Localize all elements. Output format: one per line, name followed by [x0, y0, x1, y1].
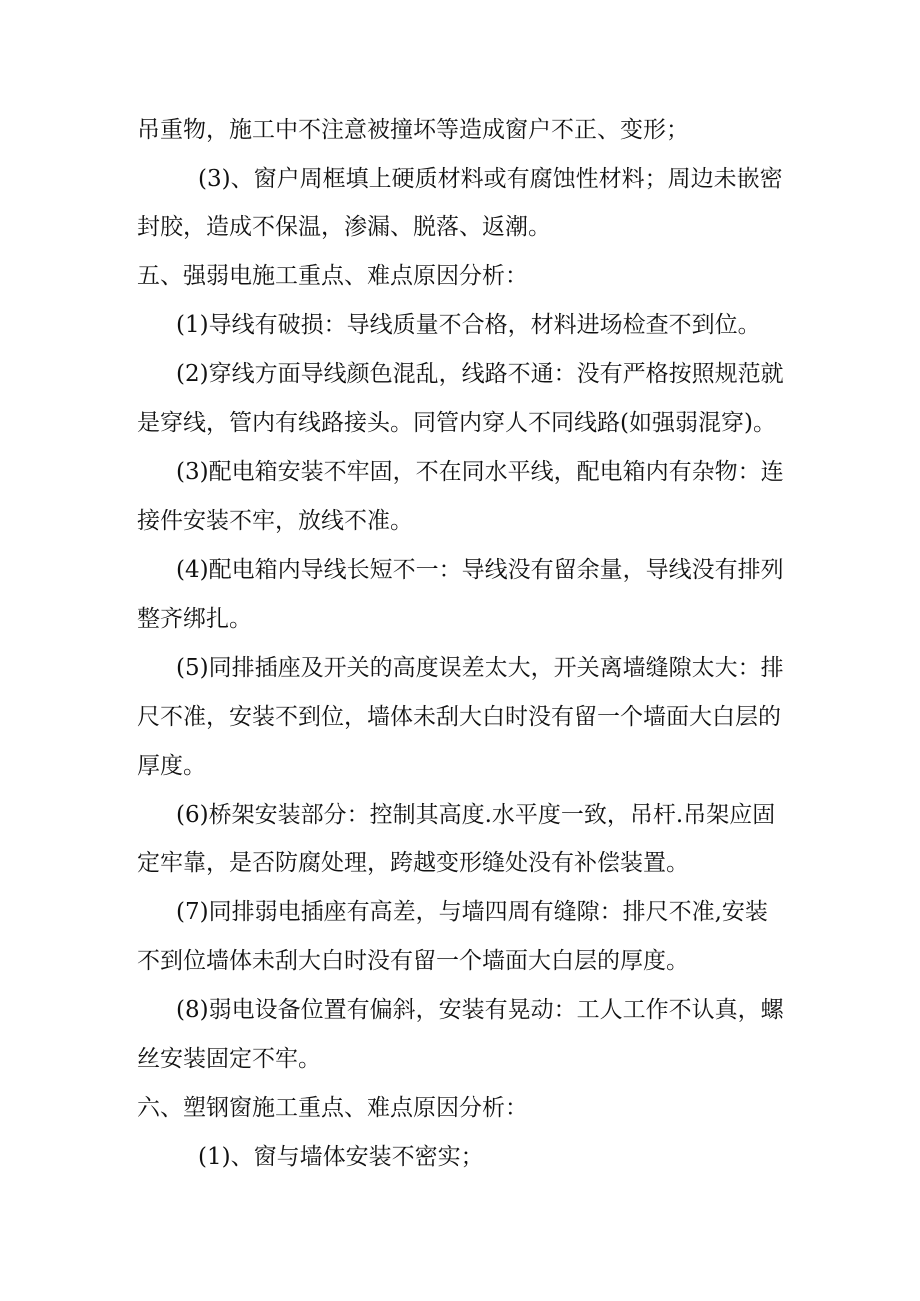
text-line: (5)同排插座及开关的高度误差太大，开关离墙缝隙太大：排 [176, 655, 784, 681]
text-line: (1)导线有破损：导线质量不合格，材料进场检查不到位。 [176, 312, 761, 338]
text-line: 吊重物，施工中不注意被撞坏等造成窗户不正、变形； [137, 117, 689, 143]
text-line: (2)穿线方面导线颜色混乱，线路不通：没有严格按照规范就 [176, 361, 784, 387]
text-line: (8)弱电设备位置有偏斜，安装有晃动：工人工作不认真，螺 [176, 997, 784, 1023]
text-line: 整齐绑扎。 [137, 606, 252, 632]
text-line: 定牢靠，是否防腐处理，跨越变形缝处没有补偿装置。 [137, 850, 689, 876]
text-line: (3)配电箱安装不牢固，不在同水平线，配电箱内有杂物：连 [176, 459, 784, 485]
text-line: (1)、窗与墙体安装不密实； [198, 1144, 484, 1170]
text-line: 丝安装固定不牢。 [137, 1046, 321, 1072]
text-line: 是穿线，管内有线路接头。同管内穿人不同线路(如强弱混穿)。 [137, 410, 776, 436]
text-line: (6)桥架安装部分：控制其高度.水平度一致，吊杆.吊架应固 [176, 802, 776, 828]
text-line: 封胶，造成不保温，渗漏、脱落、返潮。 [137, 214, 551, 240]
text-line: (4)配电箱内导线长短不一：导线没有留余量，导线没有排列 [176, 557, 784, 583]
section-heading: 五、强弱电施工重点、难点原因分析： [137, 263, 528, 289]
text-line: 厚度。 [137, 753, 206, 779]
text-line: 不到位墙体未刮大白时没有留一个墙面大白层的厚度。 [137, 948, 689, 974]
text-line: (3)、窗户周框填上硬质材料或有腐蚀性材料；周边未嵌密 [198, 166, 783, 192]
text-line: 尺不准，安装不到位，墙体未刮大白时没有留一个墙面大白层的 [137, 704, 781, 730]
section-heading: 六、塑钢窗施工重点、难点原因分析： [137, 1095, 528, 1121]
text-line: (7)同排弱电插座有高差，与墙四周有缝隙：排尺不准,安装 [176, 899, 768, 925]
text-line: 接件安装不牢，放线不准。 [137, 508, 413, 534]
